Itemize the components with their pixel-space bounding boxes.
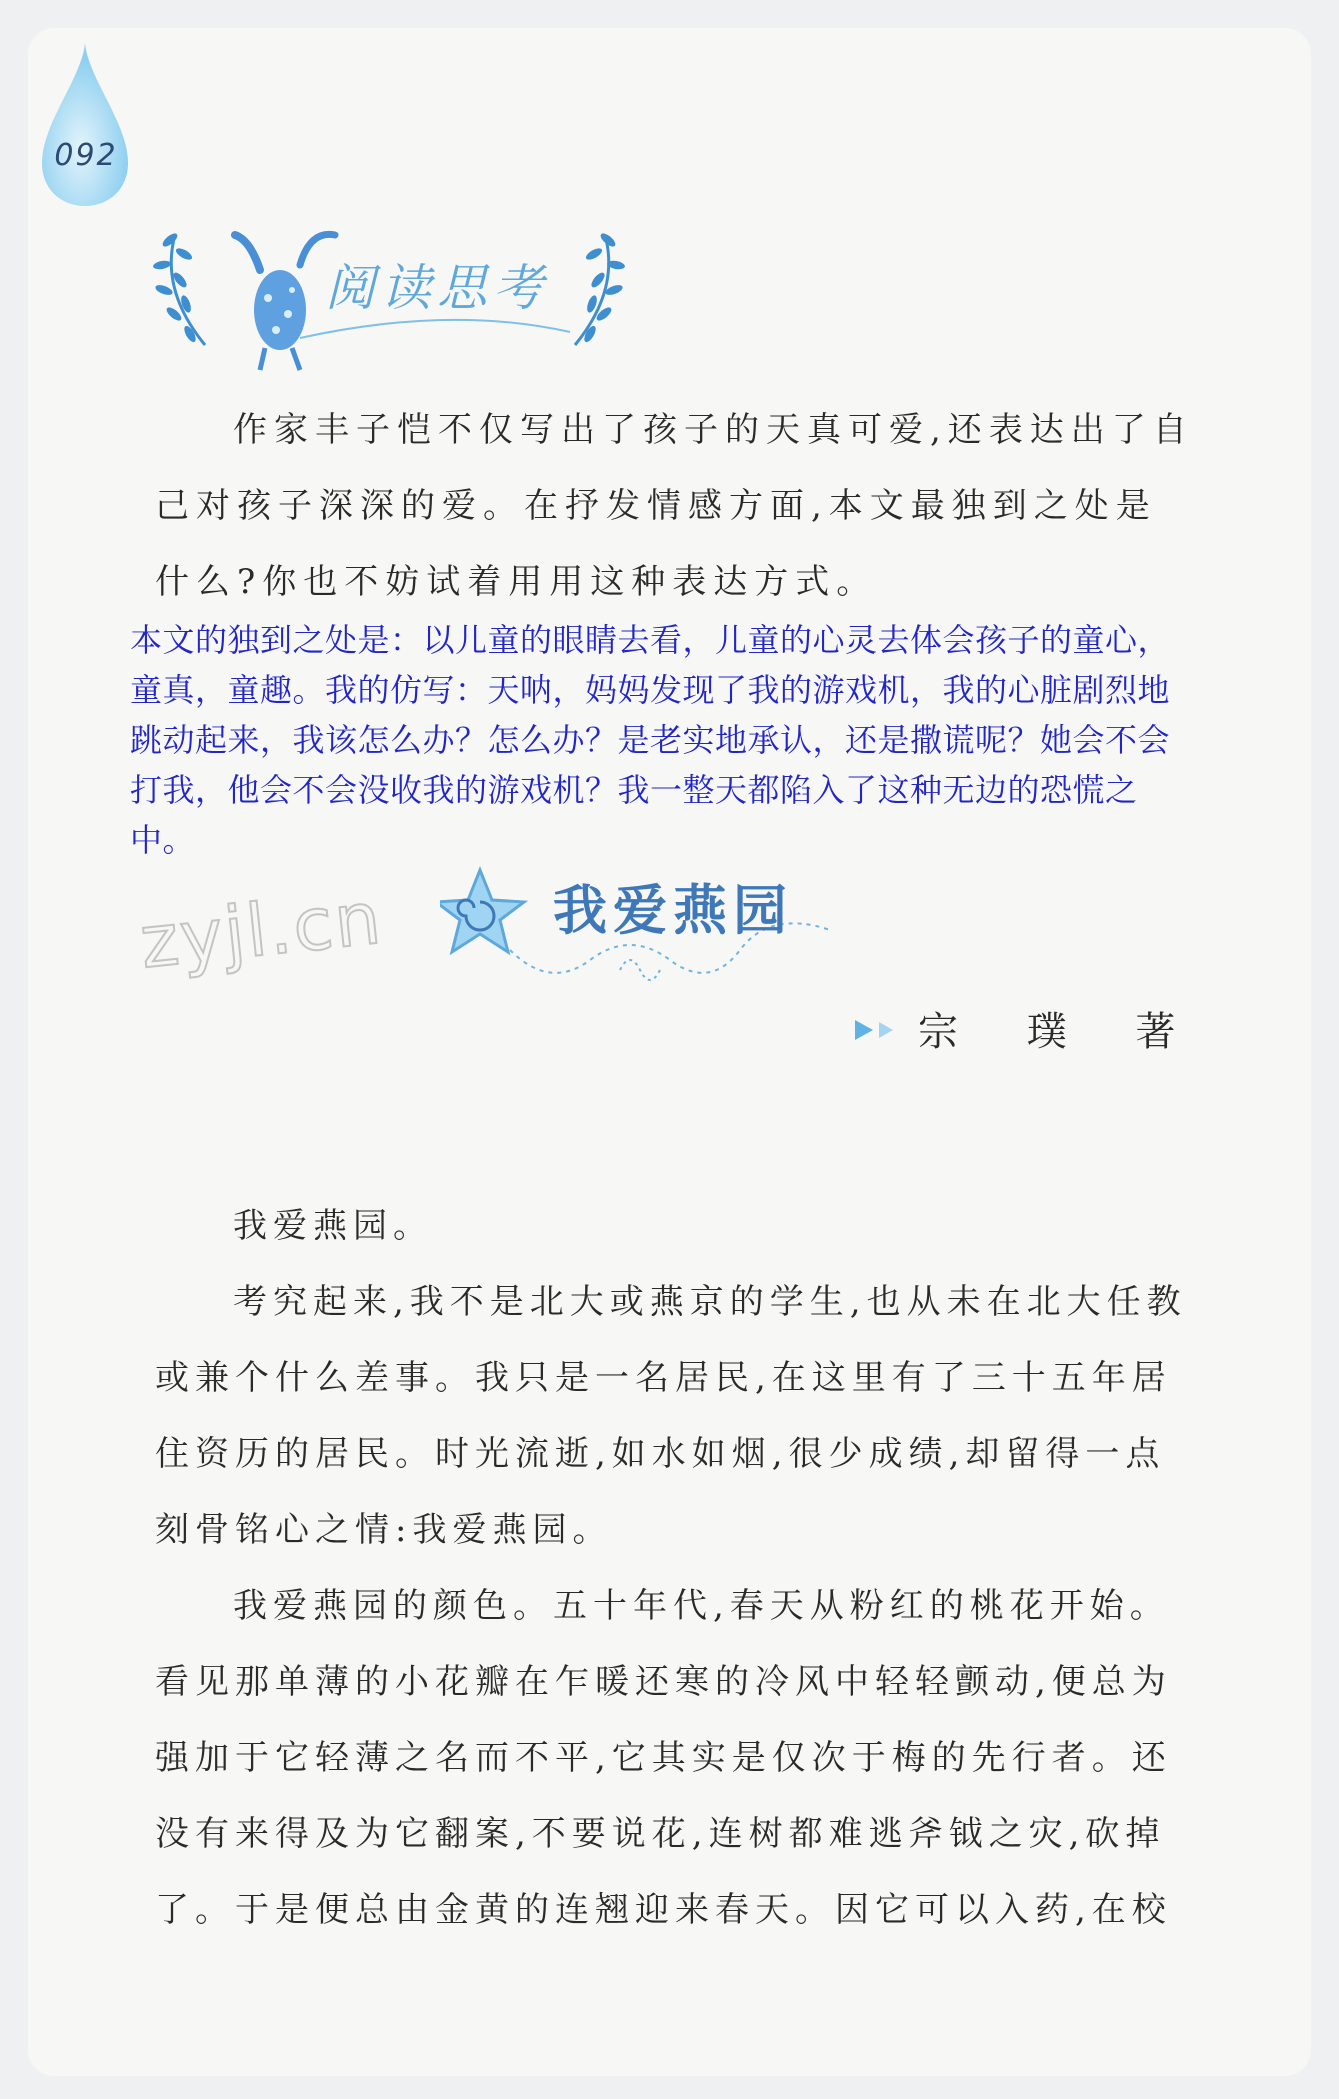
reading-section-title: 阅读思考 <box>325 259 549 317</box>
water-drop-icon <box>40 38 130 208</box>
page-number: 092 <box>54 138 118 173</box>
article-title: 我爱燕园 <box>553 879 793 942</box>
article-paragraph: 我爱燕园。 <box>233 1206 433 1246</box>
article-body <box>155 1188 1195 1948</box>
article-paragraph: 考究起来,我不是北大或燕京的学生,也从未在北大任教或兼个什么差事。我只是一名居民,在这里有了三十五年居住资历的居民。时光流逝,如水如烟,很少成绩,却留得一点刻骨铭心之情:我爱燕园。 <box>155 1282 1187 1550</box>
handwritten-answer: 本文的独到之处是：以儿童的眼睛去看，儿童的心灵去体会孩子的童心，童真，童趣。我的仿写：天呐，妈妈发现了我的游戏机，我的心脏剧烈地跳动起来，我该怎么办？怎么办？是老实地承认，还是撒谎呢？她会不会打我，他会不会没收我的游戏机？我一整天都陷入了这种无边的恐慌之中。 <box>130 621 1171 859</box>
watermark: zyjl.cn <box>136 875 387 985</box>
reading-question: 作家丰子恺不仅写出了孩子的天真可爱,还表达出了自己对孩子深深的爱。在抒发情感方面,本文最独到之处是什么?你也不妨试着用用这种表达方式。 <box>155 410 1194 602</box>
article-paragraph: 我爱燕园的颜色。五十年代,春天从粉红的桃花开始。看见那单薄的小花瓣在乍暖还寒的冷风中轻轻颤动,便总为强加于它轻薄之名而不平,它其实是仅次于梅的先行者。还没有来得及为它翻案,不要说花,连树都难逃斧钺之灾,砍掉了。于是便总由金黄的连翘迎来春天。因它可以入药,在校 <box>155 1586 1172 1930</box>
arrow-marker-icon <box>853 1018 913 1042</box>
article-author: 宗 璞 著 <box>918 1009 1204 1055</box>
